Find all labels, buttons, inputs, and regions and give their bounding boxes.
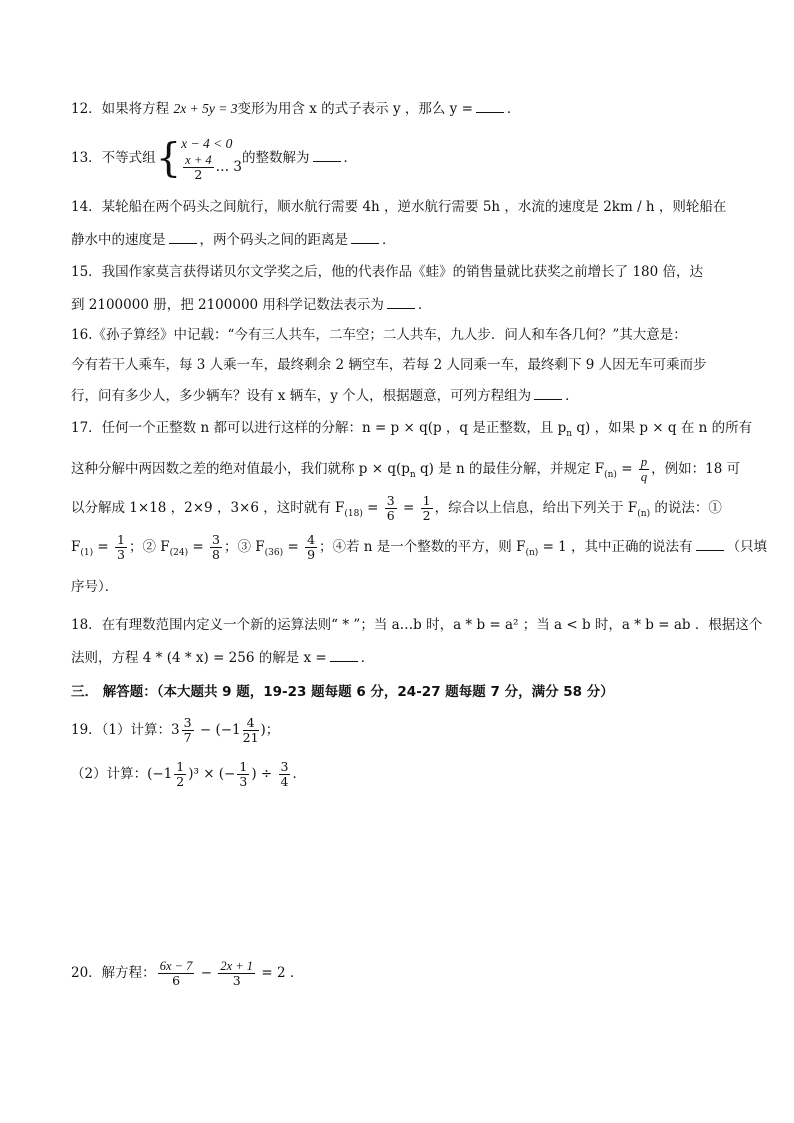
q17-text-12: = 1 ，其中正确的说法有 <box>538 539 693 555</box>
answer-blank <box>351 231 379 244</box>
frac-den: 3 <box>117 547 125 562</box>
frac-num: 3 <box>183 715 192 730</box>
question-14-line-2 <box>71 230 396 250</box>
q17-text: 17．任何一个正整数 n 都可以进行这样的分解：n = p × q(p ，q 是正整数，且 p <box>71 420 567 436</box>
q17-text-9: ；② F <box>128 539 170 555</box>
q12-text: 12．如果将方程 <box>71 101 174 117</box>
q15-text: 到 2100000 册，把 2100000 用科学记数法表示为 <box>71 297 384 313</box>
q14-end: ． <box>382 232 396 248</box>
q20-text: 20．解方程： <box>71 965 156 981</box>
answer-blank <box>169 231 197 244</box>
frac-num: p <box>640 455 648 469</box>
frac-num: 1 <box>117 532 125 547</box>
frac-den: 2 <box>176 774 185 789</box>
frac-num: 4 <box>243 716 259 731</box>
question-17-line-5: 序号）． <box>71 579 119 595</box>
frac-den: 21 <box>242 730 259 745</box>
subscript: (1) <box>80 548 94 558</box>
question-13 <box>71 130 357 186</box>
question-15-line-2 <box>71 295 431 315</box>
f: F <box>71 539 81 555</box>
question-17-line-1: 17．任何一个正整数 n 都可以进行这样的分解：n = p × q(p ，q 是正整数，且 $p_n$ q) ，如果 p × q 在 n 的所有 <box>71 420 753 439</box>
question-18-line-1: 18．在有理数范围内定义一个新的运算法则“ * ”；当 a…b 时，a * b = a² ；当 a < b 时，a * b = ab ．根据这个 <box>71 617 763 633</box>
subscript: (n) <box>604 470 617 480</box>
frac-den: 7 <box>183 730 192 745</box>
q13-text: 13．不等式组 <box>71 150 156 166</box>
q12-equation: 2x + 5y = 3 <box>173 101 238 116</box>
frac-num: 6x − 7 <box>159 959 193 973</box>
minus: − <box>196 965 217 981</box>
frac-num: 1 <box>422 493 431 508</box>
q17-text-13: （只填 <box>726 539 768 555</box>
q17-text-4: q) 是 n 的最佳分解，并规定 F <box>415 461 605 477</box>
question-16-line-1: 16.《孙子算经》中记载：“今有三人共车，二车空；二人共车，九人步．问人和车各几何？”其大意是： <box>71 327 687 343</box>
frac-den: 4 <box>280 774 289 789</box>
q17-text-2: q) ，如果 p × q 在 n 的所有 <box>572 420 753 436</box>
answer-blank <box>387 296 415 309</box>
frac-den: 2 <box>422 508 431 523</box>
question-17-line-3 <box>71 491 722 531</box>
eq: = <box>398 500 419 516</box>
frac-num: 3 <box>212 532 220 547</box>
subscript: (36) <box>264 548 284 558</box>
answer-blank <box>330 649 358 662</box>
q19-end: ． <box>292 766 306 782</box>
inequality-1: x − 4 < 0 <box>181 136 233 151</box>
eq: = <box>188 539 209 555</box>
brace-icon: { <box>155 135 182 182</box>
frac-num: 1 <box>176 759 185 774</box>
q17-text-10: ；③ F <box>224 539 265 555</box>
eq: = <box>616 461 637 477</box>
subscript: (n) <box>637 509 651 519</box>
q19-text-5: )³ × (− <box>188 766 236 782</box>
inequality-2 <box>181 153 242 182</box>
frac-den: 3 <box>232 973 241 988</box>
frac-den: 9 <box>307 547 316 562</box>
eq: = <box>93 539 114 555</box>
frac-num: 1 <box>239 759 248 774</box>
question-15-line-1: 15．我国作家莫言获得诺贝尔文学奖之后，他的代表作品《蛙》的销售量就比获奖之前增长了 180 倍，达 <box>71 264 704 280</box>
question-12 <box>71 99 520 119</box>
q17-text-8: 的说法：① <box>650 500 722 516</box>
frac-den: 6 <box>172 973 181 988</box>
q17-text-5: ，例如：18 可 <box>651 461 741 477</box>
frac-den: 6 <box>386 508 395 523</box>
q13-end2: ． <box>343 150 358 166</box>
q12-text-2: 变形为用含 x 的式子表示 y ，那么 y = <box>237 101 473 117</box>
frac-den: 8 <box>212 547 220 562</box>
frac-num: 4 <box>307 532 316 547</box>
q16-text: 行，问有多少人，多少辆车？设有 x 辆车，y 个人，根据题意，可列方程组为 <box>71 388 532 404</box>
frac-den: 2 <box>194 167 203 182</box>
question-16-line-2: 今有若干人乘车，每 3 人乘一车，最终剩余 2 辆空车，若每 2 人同乘一车，最终剩下 9 人因无车可乘而步 <box>71 357 707 373</box>
question-18-line-2 <box>71 648 374 668</box>
question-16-line-3 <box>71 386 579 406</box>
q19-text-3: )； <box>260 722 280 738</box>
q17-text-11: ；④若 n 是一个整数的平方，则 F <box>319 539 526 555</box>
ineq-rhs: … 3 <box>215 159 243 175</box>
q18-text: 法则，方程 4 * (4 * x) = 256 的解是 x = <box>71 650 327 666</box>
q19-text-4: （2）计算：(−1 <box>71 766 173 782</box>
q14-text: 静水中的速度是 <box>71 232 166 248</box>
q19-text-6: ) ÷ <box>251 766 277 782</box>
eq: = <box>362 500 383 516</box>
question-17-line-4 <box>71 530 767 570</box>
frac-num: 2x + 1 <box>220 959 254 973</box>
q17-text-6: 以分解成 1×18 ，2×9 ，3×6 ，这时就有 F <box>71 500 345 516</box>
q14-text-2: ，两个码头之间的距离是 <box>199 232 348 248</box>
answer-blank <box>696 538 724 551</box>
subscript: (18) <box>344 509 363 519</box>
question-17-line-2: 这种分解中两因数之差的绝对值最小，我们就称 $p \times q(p_n$ q) 是 n 的最佳分解，并规定 $F_{(n)}$ = $\frac{p}{q}$ ，例如：18 可 <box>71 455 741 484</box>
frac-den: q <box>640 470 648 484</box>
q16-end: ． <box>565 388 579 404</box>
q13-end: 的整数解为 <box>242 150 310 166</box>
section-heading: 三． 解答题：（本大题共 9 题，19-23 题每题 6 分，24-27 题每题 7 分，满分 58 分） <box>71 684 614 700</box>
eq: = <box>283 539 304 555</box>
q19-text: 19．（1）计算：3 <box>71 722 180 738</box>
answer-blank <box>476 100 504 113</box>
q17-text-7: ，综合以上信息，给出下列关于 F <box>434 500 638 516</box>
q17-text-3: 这种分解中两因数之差的绝对值最小，我们就称 p × q(p <box>71 461 410 477</box>
frac-num: x + 4 <box>185 153 212 167</box>
frac-den: 3 <box>239 774 248 789</box>
q12-end: ． <box>506 101 521 117</box>
inequality-system <box>181 135 242 182</box>
frac-num: 3 <box>386 493 395 508</box>
question-19-part-2 <box>71 756 306 792</box>
frac-num: 3 <box>280 759 289 774</box>
q15-end: ． <box>417 297 432 313</box>
subscript: (24) <box>169 548 189 558</box>
q18-end: ． <box>360 650 375 666</box>
question-20 <box>71 955 303 991</box>
question-14-line-1: 14．某轮船在两个码头之间航行，顺水航行需要 4h ，逆水航行需要 5h ，水流的速度是 2km / h ，则轮船在 <box>71 199 727 215</box>
q19-text-2: − (−1 <box>195 722 241 738</box>
q20-end: = 2 ． <box>257 965 304 981</box>
question-19-part-1 <box>71 712 279 748</box>
answer-blank <box>534 387 562 400</box>
subscript: (n) <box>525 548 539 558</box>
answer-blank <box>313 149 341 162</box>
